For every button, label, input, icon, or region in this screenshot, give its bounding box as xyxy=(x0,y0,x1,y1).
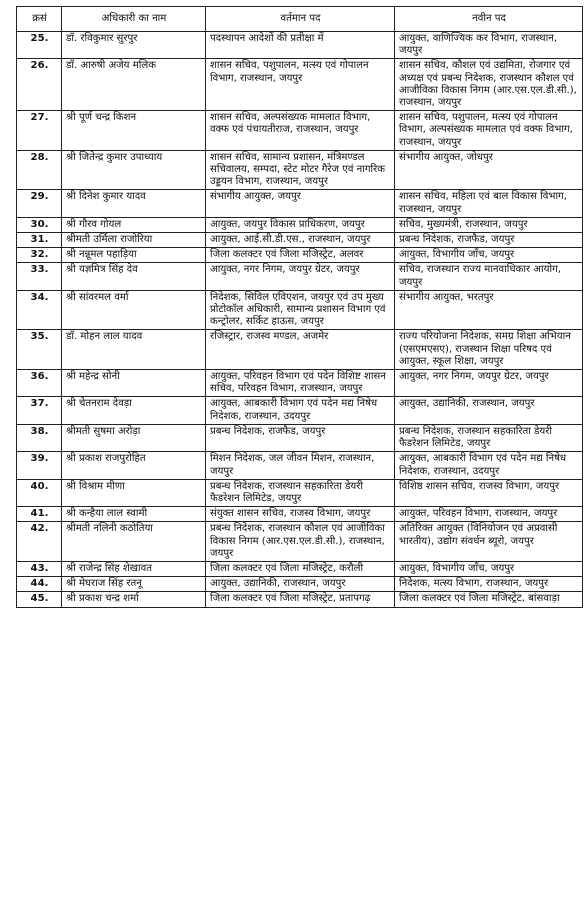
officer-name-cell: डॉ. मोहन लाल यादव xyxy=(62,330,206,370)
serial-cell: 37. xyxy=(17,397,62,424)
new-post-cell: सचिव, राजस्थान राज्य मानवाधिकार आयोग, जयपुर xyxy=(395,263,583,290)
new-post-cell: प्रबन्ध निदेशक, राजफैड, जयपुर xyxy=(395,233,583,248)
new-post-cell: आयुक्त, नगर निगम, जयपुर ग्रेटर, जयपुर xyxy=(395,370,583,397)
officer-name-cell: श्री पूर्ण चन्द्र किशन xyxy=(62,111,206,151)
current-post-cell: आयुक्त, उद्यानिकी, राजस्थान, जयपुर xyxy=(206,577,395,592)
serial-cell: 42. xyxy=(17,522,62,562)
current-post-cell: जिला कलक्टर एवं जिला मजिस्ट्रेट, प्रतापगढ़ xyxy=(206,592,395,607)
current-post-cell: प्रबन्ध निदेशक, राजस्थान सहकारिता डेयरी फैडरेशन लिमिटेड, जयपुर xyxy=(206,479,395,506)
table-row xyxy=(17,32,583,59)
table-row xyxy=(17,217,583,232)
officer-name-cell: श्री जितेन्द्र कुमार उपाध्याय xyxy=(62,150,206,190)
officer-name-cell: श्री कन्हैया लाल स्वामी xyxy=(62,507,206,522)
table-row xyxy=(17,150,583,190)
header-new-post: नवीन पद xyxy=(395,7,583,32)
serial-cell: 40. xyxy=(17,479,62,506)
serial-cell: 27. xyxy=(17,111,62,151)
table-row xyxy=(17,59,583,111)
officer-name-cell: श्री गौरव गोयल xyxy=(62,217,206,232)
table-row xyxy=(17,290,583,330)
officer-name-cell: श्री महेन्द्र सोनी xyxy=(62,370,206,397)
table-row xyxy=(17,397,583,424)
serial-cell: 30. xyxy=(17,217,62,232)
officer-name-cell: श्री यज्ञमित्र सिंह देव xyxy=(62,263,206,290)
serial-cell: 44. xyxy=(17,577,62,592)
current-post-cell: आयुक्त, जयपुर विकास प्राधिकरण, जयपुर xyxy=(206,217,395,232)
serial-cell: 25. xyxy=(17,32,62,59)
header-officer-name: अधिकारी का नाम xyxy=(62,7,206,32)
current-post-cell: संभागीय आयुक्त, जयपुर xyxy=(206,190,395,217)
table-row xyxy=(17,424,583,451)
current-post-cell: जिला कलक्टर एवं जिला मजिस्ट्रेट, करौली xyxy=(206,561,395,576)
current-post-cell: शासन सचिव, सामान्य प्रशासन, मंत्रिमण्डल सचिवालय, सम्पदा, स्टेट मोटर गैरेज एवं नागरिक उड्डयन विभाग, राजस्थान, जयपुर xyxy=(206,150,395,190)
serial-cell: 26. xyxy=(17,59,62,111)
new-post-cell: शासन सचिव, पशुपालन, मत्स्य एवं गोपालन विभाग, अल्पसंख्यक मामलात एवं वक्फ विभाग, राजस्थान, जयपुर xyxy=(395,111,583,151)
officer-name-cell: श्री मेघराज सिंह रतनू xyxy=(62,577,206,592)
table-row xyxy=(17,248,583,263)
table-body xyxy=(17,32,583,608)
transfer-posting-table xyxy=(16,6,583,608)
serial-cell: 38. xyxy=(17,424,62,451)
serial-cell: 34. xyxy=(17,290,62,330)
new-post-cell: शासन सचिव, महिला एवं बाल विकास विभाग, राजस्थान, जयपुर xyxy=(395,190,583,217)
new-post-cell: राज्य परियोजना निदेशक, समग्र शिक्षा अभियान (एसएमएसए), राजस्थान शिक्षा परिषद एवं आयुक्त, स्कूल शिक्षा, जयपुर xyxy=(395,330,583,370)
header-serial: क्रसं xyxy=(17,7,62,32)
table-row xyxy=(17,452,583,479)
serial-cell: 39. xyxy=(17,452,62,479)
new-post-cell: अतिरिक्त आयुक्त (विनियोजन एवं अप्रवासी भारतीय), उद्योग संवर्धन ब्यूरो, जयपुर xyxy=(395,522,583,562)
current-post-cell: शासन सचिव, अल्पसंख्यक मामलात विभाग, वक्फ एवं पंचायतीराज, राजस्थान, जयपुर xyxy=(206,111,395,151)
officer-name-cell: श्रीमती सुषमा अरोड़ा xyxy=(62,424,206,451)
officer-name-cell: श्री विश्राम मीणा xyxy=(62,479,206,506)
header-current-post: वर्तमान पद xyxy=(206,7,395,32)
new-post-cell: संभागीय आयुक्त, जोधपुर xyxy=(395,150,583,190)
officer-name-cell: श्रीमती उर्मिला राजोरिया xyxy=(62,233,206,248)
current-post-cell: निदेशक, सिविल एविएशन, जयपुर एवं उप मुख्य प्रोटोकॉल अधिकारी, सामान्य प्रशासन विभाग एवं कन्ट्रोलर, सर्किट हाऊस, जयपुर xyxy=(206,290,395,330)
new-post-cell: निदेशक, मत्स्य विभाग, राजस्थान, जयपुर xyxy=(395,577,583,592)
officer-name-cell: श्री दिनेश कुमार यादव xyxy=(62,190,206,217)
table-row xyxy=(17,592,583,607)
new-post-cell: सचिव, मुख्यमंत्री, राजस्थान, जयपुर xyxy=(395,217,583,232)
table-header xyxy=(17,7,583,32)
current-post-cell: आयुक्त, आबकारी विभाग एवं पदेन मद्य निषेध निदेशक, राजस्थान, उदयपुर xyxy=(206,397,395,424)
serial-cell: 45. xyxy=(17,592,62,607)
table-row xyxy=(17,577,583,592)
officer-name-cell: श्री सांवरमल वर्मा xyxy=(62,290,206,330)
new-post-cell: प्रबन्ध निदेशक, राजस्थान सहकारिता डेयरी फैडरेशन लिमिटेड, जयपुर xyxy=(395,424,583,451)
table-row xyxy=(17,522,583,562)
serial-cell: 31. xyxy=(17,233,62,248)
table-row xyxy=(17,263,583,290)
officer-name-cell: डॉ. आरुषी अजेय मलिक xyxy=(62,59,206,111)
new-post-cell: आयुक्त, आबकारी विभाग एवं पदेन मद्य निषेध निदेशक, राजस्थान, उदयपुर xyxy=(395,452,583,479)
table-row xyxy=(17,479,583,506)
table-row xyxy=(17,233,583,248)
current-post-cell: पदस्थापन आदेशों की प्रतीक्षा में xyxy=(206,32,395,59)
current-post-cell: शासन सचिव, पशुपालन, मत्स्य एवं गोपालन विभाग, राजस्थान, जयपुर xyxy=(206,59,395,111)
current-post-cell: आयुक्त, आई.सी.डी.एस., राजस्थान, जयपुर xyxy=(206,233,395,248)
current-post-cell: जिला कलक्टर एवं जिला मजिस्ट्रेट, अलवर xyxy=(206,248,395,263)
serial-cell: 29. xyxy=(17,190,62,217)
officer-name-cell: श्री प्रकाश चन्द्र शर्मा xyxy=(62,592,206,607)
new-post-cell: संभागीय आयुक्त, भरतपुर xyxy=(395,290,583,330)
table-row xyxy=(17,190,583,217)
officer-name-cell: श्री राजेन्द्र सिंह शेखावत xyxy=(62,561,206,576)
table-row xyxy=(17,561,583,576)
current-post-cell: प्रबन्ध निदेशक, राजफैड, जयपुर xyxy=(206,424,395,451)
new-post-cell: शासन सचिव, कौशल एवं उद्यमिता, रोजगार एवं अध्यक्ष एवं प्रबन्ध निदेशक, राजस्थान कौशल एवं आजीविका विकास निगम (आर.एस.एल.डी.सी.), राजस्थान, जयपुर xyxy=(395,59,583,111)
officer-name-cell: श्रीमती नलिनी कठोतिया xyxy=(62,522,206,562)
serial-cell: 41. xyxy=(17,507,62,522)
current-post-cell: प्रबन्ध निदेशक, राजस्थान कौशल एवं आजीविका विकास निगम (आर.एस.एल.डी.सी.), राजस्थान, जयपुर xyxy=(206,522,395,562)
table-row xyxy=(17,370,583,397)
new-post-cell: आयुक्त, परिवहन विभाग, राजस्थान, जयपुर xyxy=(395,507,583,522)
current-post-cell: मिशन निदेशक, जल जीवन मिशन, राजस्थान, जयपुर xyxy=(206,452,395,479)
new-post-cell: आयुक्त, विभागीय जाँच, जयपुर xyxy=(395,248,583,263)
current-post-cell: रजिस्ट्रार, राजस्व मण्डल, अजमेर xyxy=(206,330,395,370)
officer-name-cell: डॉ. रविकुमार सुरपुर xyxy=(62,32,206,59)
new-post-cell: विशिष्ठ शासन सचिव, राजस्व विभाग, जयपुर xyxy=(395,479,583,506)
serial-cell: 28. xyxy=(17,150,62,190)
table-row xyxy=(17,507,583,522)
serial-cell: 35. xyxy=(17,330,62,370)
current-post-cell: आयुक्त, नगर निगम, जयपुर ग्रेटर, जयपुर xyxy=(206,263,395,290)
serial-cell: 32. xyxy=(17,248,62,263)
current-post-cell: संयुक्त शासन सचिव, राजस्व विभाग, जयपुर xyxy=(206,507,395,522)
header-row xyxy=(17,7,583,32)
officer-name-cell: श्री प्रकाश राजपुरोहित xyxy=(62,452,206,479)
serial-cell: 36. xyxy=(17,370,62,397)
serial-cell: 43. xyxy=(17,561,62,576)
table-row xyxy=(17,111,583,151)
current-post-cell: आयुक्त, परिवहन विभाग एवं पदेन विशिष्ट शासन सचिव, परिवहन विभाग, राजस्थान, जयपुर xyxy=(206,370,395,397)
table-row xyxy=(17,330,583,370)
new-post-cell: आयुक्त, वाणिज्यिक कर विभाग, राजस्थान, जयपुर xyxy=(395,32,583,59)
officer-name-cell: श्री चेतनराम देवड़ा xyxy=(62,397,206,424)
serial-cell: 33. xyxy=(17,263,62,290)
new-post-cell: आयुक्त, विभागीय जाँच, जयपुर xyxy=(395,561,583,576)
new-post-cell: आयुक्त, उद्यानिकी, राजस्थान, जयपुर xyxy=(395,397,583,424)
new-post-cell: जिला कलक्टर एवं जिला मजिस्ट्रेट, बांसवाड़ा xyxy=(395,592,583,607)
officer-name-cell: श्री नन्नूमल पहाड़िया xyxy=(62,248,206,263)
